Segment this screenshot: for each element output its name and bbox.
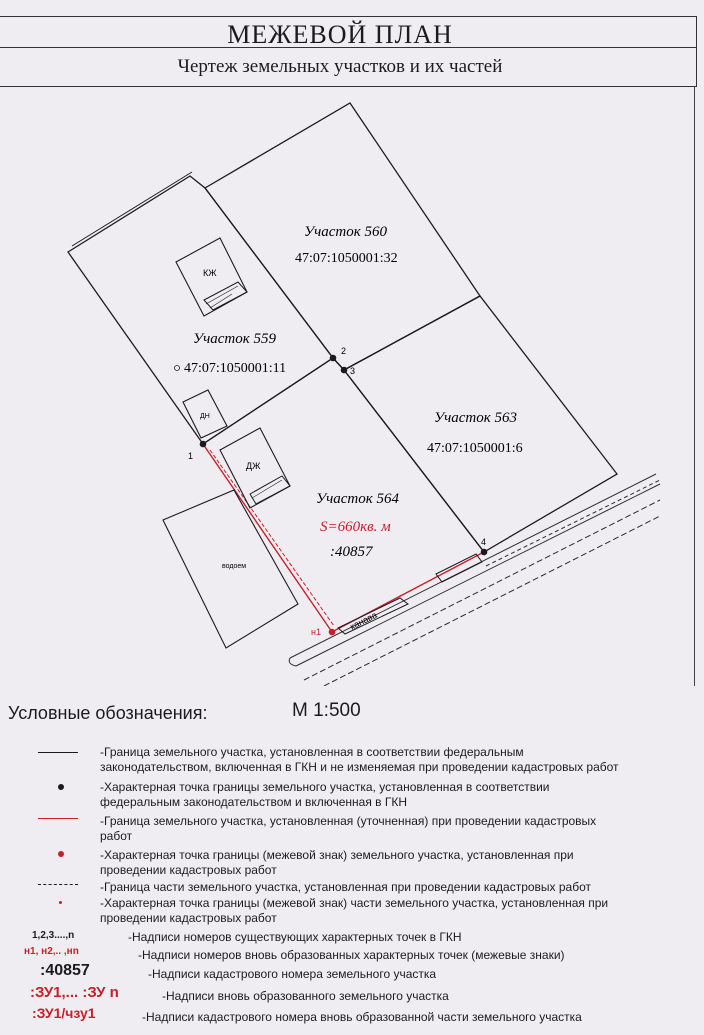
parcel-560-name: Участок 560 [304, 224, 388, 240]
legend-symbol-new-point [58, 851, 64, 857]
legend-item-1 [100, 745, 619, 775]
legend-item-7 [128, 930, 462, 945]
point-3-label: 3 [350, 366, 356, 376]
legend-symbol-new-numbers: н1, н2,.. ,нn [24, 946, 79, 957]
parcel-564-part-boundary [210, 450, 334, 626]
building-dn [183, 390, 227, 438]
legend-symbol-existing-point [58, 784, 64, 790]
parcel-559-name: Участок 559 [193, 331, 277, 347]
legend-item-5-line1: -Граница части земельного участка, установленная при проведении кадастровых работ [100, 880, 592, 894]
building-kzh [176, 238, 247, 316]
parcel-563-name: Участок 563 [434, 410, 518, 426]
scale-label: М 1:500 [292, 700, 361, 721]
document-title: МЕЖЕВОЙ ПЛАН [227, 20, 453, 49]
legend-symbol-part-border [38, 884, 78, 885]
legend-symbol-existing-numbers: 1,2,3....,n [32, 930, 75, 941]
parcel-564-area: S=660кв. м [320, 519, 391, 535]
document-subtitle: Чертеж земельных участков и их частей [177, 56, 503, 77]
pond-label: водоем [222, 563, 247, 570]
legend-item-6-line1: -Характерная точка границы (межевой знак) части земельного участка, установленная при [100, 896, 609, 910]
point-n1-label: н1 [311, 627, 321, 637]
point-1-label: 1 [188, 451, 194, 461]
point-4 [481, 549, 488, 556]
road-end-cap [289, 658, 296, 666]
ditch-shape-2 [436, 554, 482, 582]
legend-symbol-cadastral-number: :40857 [40, 962, 90, 979]
point-1 [200, 441, 207, 448]
legend-item-4-line2: проведении кадастровых работ [100, 863, 277, 877]
legend-item-6-line2: проведении кадастровых работ [100, 911, 277, 925]
cadastral-drawing [0, 86, 704, 686]
legend-symbol-existing-border [38, 752, 78, 753]
building-dn-label: ДН [200, 413, 210, 420]
legend-item-10 [162, 989, 449, 1004]
legend-symbol-new-part: :ЗУ1/чзу1 [32, 1005, 96, 1021]
legend-item-3 [100, 814, 596, 844]
point-2-label: 2 [341, 346, 347, 356]
parcel-559-marker [175, 366, 180, 371]
parcel-564-cadastral: :40857 [330, 544, 373, 560]
legend-symbol-new-border [38, 818, 78, 819]
legend-item-6 [100, 896, 608, 926]
legend-item-5 [100, 880, 591, 895]
legend-item-10-line1: -Надписи вновь образованного земельного участка [162, 989, 449, 1003]
legend-item-8-line1: -Надписи номеров вновь образованных характерных точек (межевые знаки) [138, 948, 565, 962]
parcel-559-fence-line [72, 172, 192, 246]
legend-item-11-line1: -Надписи кадастрового номера вновь образованной части земельного участка [142, 1010, 582, 1024]
legend-item-4-line1: -Характерная точка границы (межевой знак) земельного участка, установленная при [100, 848, 574, 862]
building-dzh [220, 428, 290, 508]
legend-symbol-new-parcel: :ЗУ1,... :ЗУ n [30, 984, 119, 1001]
parcel-563-cadastral: 47:07:1050001:6 [427, 441, 523, 456]
legend-item-9 [148, 967, 436, 982]
point-3 [341, 367, 348, 374]
legend-item-4 [100, 848, 574, 878]
legend-item-8 [138, 948, 565, 963]
building-dzh-label: ДЖ [246, 461, 261, 471]
point-2 [330, 355, 337, 362]
legend-item-9-line1: -Надписи кадастрового номера земельного участка [148, 967, 437, 981]
legend-item-7-line1: -Надписи номеров существующих характерных точек в ГКН [128, 930, 462, 944]
parcel-559-cadastral: 47:07:1050001:11 [184, 361, 287, 376]
point-n1 [329, 629, 336, 636]
road-line-2 [296, 484, 660, 666]
legend-item-2-line1: -Характерная точка границы земельного участка, установленная в соответствии [100, 780, 550, 794]
legend-item-2-line2: федеральным законодательством и включенная в ГКН [100, 795, 408, 809]
parcel-564-name: Участок 564 [316, 491, 400, 507]
ditch-label: канава [348, 609, 379, 632]
parcel-560-cadastral: 47:07:1050001:32 [295, 251, 398, 266]
legend-heading: Условные обозначения: [8, 703, 208, 723]
road-line-5 [486, 480, 660, 566]
point-4-label: 4 [481, 537, 487, 547]
pond [163, 490, 298, 648]
legend-item-3-line2: работ [100, 829, 133, 843]
legend-symbol-part-point [59, 901, 62, 904]
legend-item-1-line1: -Граница земельного участка, установленная в соответствии федеральным [100, 745, 524, 759]
building-kzh-label: КЖ [203, 268, 217, 278]
legend-item-11 [142, 1010, 582, 1025]
legend-item-1-line2: законодательством, включенная в ГКН и не изменяемая при проведении кадастровых работ [100, 760, 619, 774]
legend-item-3-line1: -Граница земельного участка, установленная (уточненная) при проведении кадастровых [100, 814, 597, 828]
legend-item-2 [100, 780, 550, 810]
road-line-4 [316, 516, 660, 686]
